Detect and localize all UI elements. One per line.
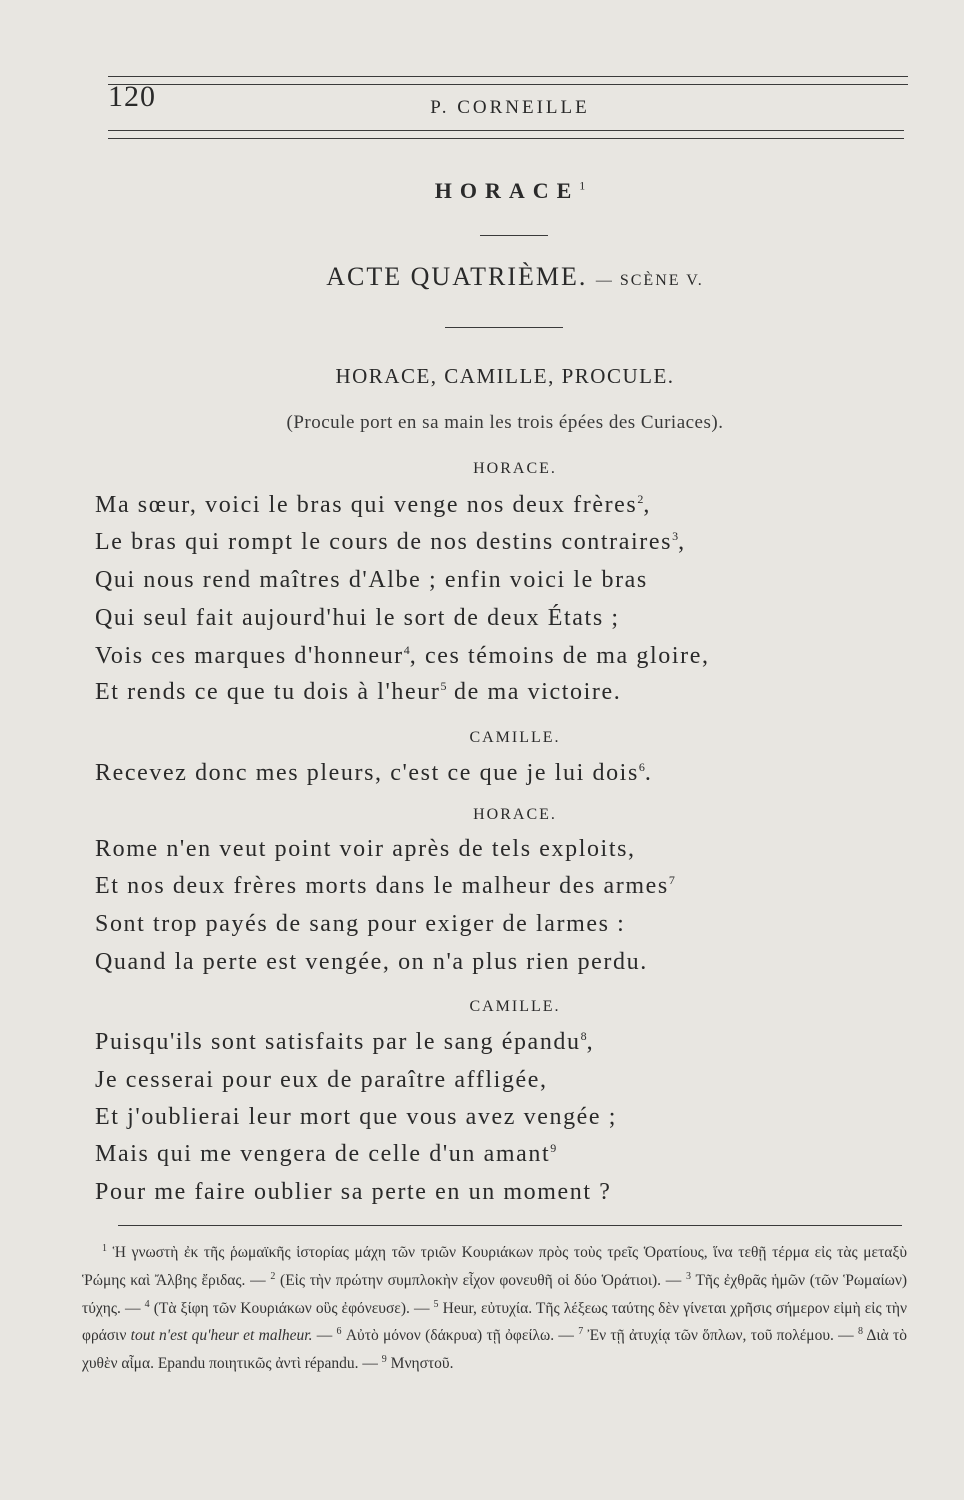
page-number: 120 [108, 80, 156, 113]
verse-line: Vois ces marques d'honneur$^4$, ces témoins de ma gloire, [95, 643, 710, 669]
verse-line: Ma sœur, voici le bras qui venge nos deux frères$^2$, [95, 492, 651, 518]
play-title [0, 178, 964, 204]
header-rule-bottom-thin [108, 138, 904, 139]
verse-line: Et nos deux frères morts dans le malheur des armes$^7$ [95, 873, 675, 899]
act-label: ACTE QUATRIÈME. [326, 262, 588, 291]
verse-line: Qui seul fait aujourd'hui le sort de deux États ; [95, 605, 620, 631]
footnote-paragraph: $^1$ Ἡ γνωστὴ ἐκ τῆς ῥωμαϊκῆς ἱστορίας μάχη τῶν τριῶν Κουριάκων πρὸς τοὺς τρεῖς Ὁρατίους, ἵνα τεθῇ τέρμα εἰς τὰς μεταξὺ Ῥώμης καὶ Ἄλβης ἔριδας. — $^2$ (Εἰς τὴν πρώτην συμπλοκὴν εἶχον φονευθῆ οἱ δύο Ὁράτιοι). — $^3$ Τῆς ἐχθρᾶς ἡμῶν (τῶν Ῥωμαίων) τύχης. — $^4$ (Τὰ ξίφη τῶν Κουριάκων οὓς ἐφόνευσε). — $^5$ Heur, εὐτυχία. Τῆς λέξεως ταύτης δὲν γίνεται χρῆσις σήμερον εἰμὴ εἰς τὴν φράσιν tout n'est qu'heur et malheur. — $^6$ Αὐτὸ μόνον (δάκρυα) τῇ ὀφείλω. — $^7$ Ἐν τῇ ἀτυχίᾳ τῶν ὅπλων, τοῦ πολέμου. — $^8$ Διὰ τὸ χυθὲν αἷμα. Epandu ποιητικῶς ἀντὶ répandu. — $^9$ Μνηστοῦ. [82, 1243, 908, 1373]
act-heading [0, 262, 964, 292]
footnote-ref: 7 [668, 873, 675, 887]
footnote-ref: 5 [440, 679, 447, 693]
title-footnote-ref: 1 [579, 178, 586, 193]
verse-line: Le bras qui rompt le cours de nos destins contraires$^3$, [95, 529, 686, 555]
verse-line: Sont trop payés de sang pour exiger de larmes : [95, 911, 626, 937]
verse-line: Rome n'en veut point voir après de tels exploits, [95, 836, 636, 862]
footnote-ref: 2 [637, 492, 644, 506]
verse-line: Mais qui me vengera de celle d'un amant$^9$ [95, 1141, 557, 1167]
header-rule-top-thin [108, 84, 908, 85]
verse-line: Pour me faire oublier sa perte en un moment ? [95, 1179, 612, 1205]
title-divider [480, 235, 548, 236]
footnote-ref: 3 [672, 529, 679, 543]
speaker-name: HORACE. [473, 460, 557, 477]
speaker-name: CAMILLE. [469, 729, 561, 746]
scene-label: — SCÈNE V. [595, 272, 704, 289]
verse-line: Qui nous rend maîtres d'Albe ; enfin voici le bras [95, 567, 648, 593]
running-head-author: P. CORNEILLE [430, 97, 590, 118]
footnote-ref: 6 [638, 760, 645, 774]
header-rule-bottom [108, 130, 904, 131]
header-rule-top [108, 76, 908, 77]
characters-list: HORACE, CAMILLE, PROCULE. [335, 364, 675, 388]
verse-line: Et j'oublierai leur mort que vous avez vengée ; [95, 1104, 618, 1130]
verse-line: Quand la perte est vengée, on n'a plus rien perdu. [95, 949, 648, 975]
footnote-ref: 8 [580, 1029, 587, 1043]
footnote-ref: 4 [403, 643, 410, 657]
verse-line: Je cesserai pour eux de paraître affligée, [95, 1067, 548, 1093]
speaker-name: CAMILLE. [469, 998, 561, 1015]
footnotes [82, 1237, 907, 1376]
speaker-name: HORACE. [473, 806, 557, 823]
play-title-text: HORACE [434, 178, 580, 203]
act-divider [445, 327, 563, 328]
verse-line: Recevez donc mes pleurs, c'est ce que je lui dois$^6$. [95, 760, 653, 786]
verse-line: Et rends ce que tu dois à l'heur$^5$ de ma victoire. [95, 679, 622, 705]
footnote-ref: 9 [550, 1141, 557, 1155]
verse-line: Puisqu'ils sont satisfaits par le sang épandu$^8$, [95, 1029, 595, 1055]
footnote-rule [118, 1225, 902, 1226]
stage-direction: (Procule port en sa main les trois épées des Curiaces). [286, 412, 724, 433]
